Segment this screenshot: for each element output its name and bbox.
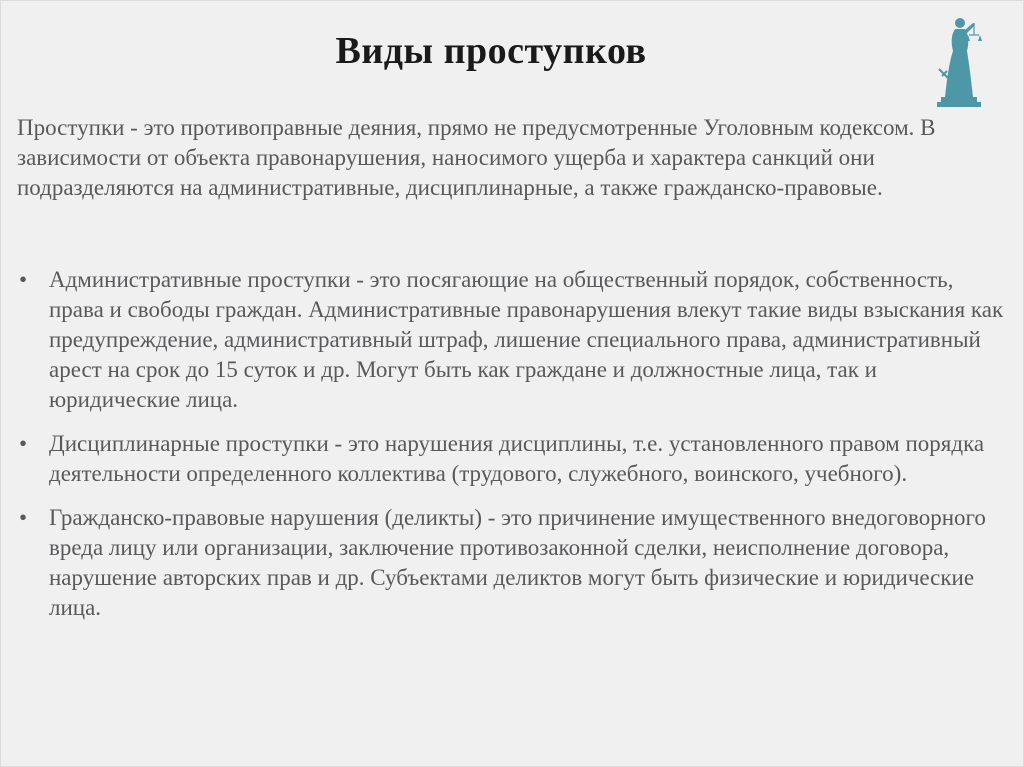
themis-justice-statue-icon: [927, 13, 987, 109]
list-item: [17, 503, 1007, 623]
bullet-list: [17, 265, 1007, 637]
list-item-text: Гражданско-правовые нарушения (деликты) - это причинение имущественного внедоговорного вреда лицу или организации, заключение противозаконной сделки, неисполнение договора, нарушение авторских прав и др. Субъектами деликтов могут быть физические и юридические лица.: [49, 505, 986, 620]
intro-paragraph: Проступки - это противоправные деяния, прямо не предусмотренные Уголовным кодексом. В зависимости от объекта правонарушения, наносимого ущерба и характера санкций они подразделяются на административные, дисциплинарные, а также гражданско-правовые.: [17, 115, 936, 200]
list-item: [17, 429, 1007, 489]
bullet-marker: •: [19, 505, 28, 530]
list-item-text: Административные проступки - это посягающие на общественный порядок, собственность, права и свободы граждан. Административные правонарушения влекут такие виды взыскания как предупреждение, административный штраф, лишение специального права, административный арест на срок до 15 суток и др. Могут быть как граждане и должностные лица, так и юридические лица.: [49, 267, 1004, 412]
slide-title: Виды проступков: [335, 30, 647, 72]
bullet-marker: •: [19, 431, 28, 456]
list-item-text: Дисциплинарные проступки - это нарушения дисциплины, т.е. установленного правом порядка деятельности определенного коллектива (трудового, служебного, воинского, учебного).: [49, 431, 985, 486]
bullet-marker: •: [19, 267, 28, 292]
list-item: [17, 265, 1007, 415]
